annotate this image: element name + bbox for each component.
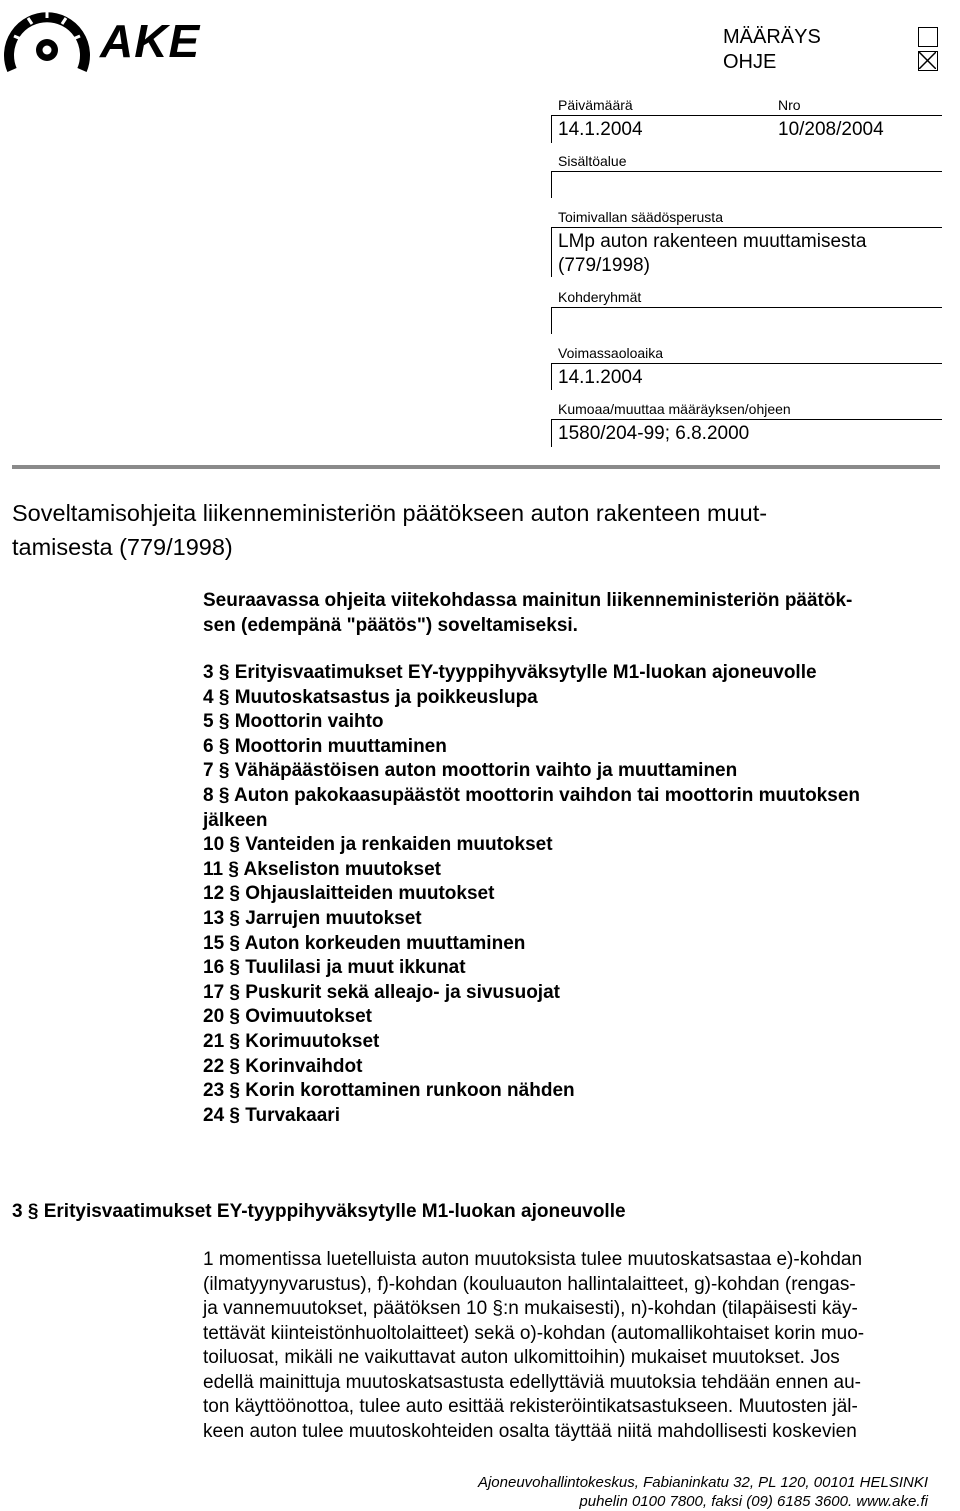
section-symbol: §	[229, 957, 240, 979]
document-title-line1: Soveltamisohjeita liikenneministeriön päätökseen auton rakenteen muut-	[12, 500, 768, 526]
section-title: Moottorin muuttaminen	[234, 735, 447, 757]
content-field-border	[551, 171, 942, 172]
section-number: 22	[203, 1055, 225, 1077]
section-number: 5	[203, 711, 214, 733]
section-title: Korinvaihdot	[245, 1055, 363, 1077]
logo-wordmark: AKE	[100, 15, 201, 67]
section-list-item	[203, 932, 943, 957]
section-number: 21	[203, 1030, 225, 1052]
section-title: Vanteiden ja renkaiden muutokset	[245, 834, 553, 856]
validity-label: Voimassaoloaika	[558, 345, 664, 361]
section-list-item	[203, 710, 943, 735]
header-divider	[12, 465, 940, 469]
section-symbol: §	[229, 1006, 240, 1028]
section-list-item	[203, 686, 943, 711]
section-3-title: Erityisvaatimukset EY-tyyppihyväksytylle M1-luokan ajoneuvolle	[43, 1201, 626, 1222]
check-cross-icon	[919, 52, 936, 69]
footer-address: Ajoneuvohallintokeskus, Fabianinkatu 32, PL 120, 00101 HELSINKI	[477, 1474, 928, 1491]
section-list-item	[203, 1005, 943, 1030]
section-number: 7	[203, 760, 214, 782]
body-line: keen auton tulee muutoskohteiden osalta täyttää niitä mahdollisesti koskevien	[203, 1420, 857, 1442]
legal-basis-field-border	[551, 227, 942, 228]
section-title: Puskurit sekä alleajo- ja sivusuojat	[245, 981, 560, 1003]
doctype-option-ohje: OHJE	[723, 51, 777, 73]
validity-field-border	[551, 363, 942, 364]
intro-line2: sen (edempänä "päätös") soveltamiseksi.	[203, 615, 578, 636]
section-number: 4	[203, 686, 214, 708]
date-field-border	[551, 115, 942, 116]
section-title: Vähäpäästöisen auton moottorin vaihto ja muuttaminen	[234, 760, 738, 782]
section-title: Auton pakokaasupäästöt moottorin vaihdon tai moottorin muutoksen	[234, 784, 860, 806]
section-symbol: §	[218, 686, 230, 708]
section-number: 8	[203, 784, 214, 806]
section-title: Jarrujen muutokset	[245, 907, 422, 929]
section-title: Erityisvaatimukset EY-tyyppihyväksytylle M1-luokan ajoneuvolle	[234, 662, 817, 683]
section-symbol: §	[229, 1030, 240, 1052]
section-symbol: §	[229, 883, 240, 905]
section-title: Muutoskatsastus ja poikkeuslupa	[234, 686, 538, 708]
target-groups-field-border-left	[551, 307, 552, 334]
ohje-checkbox[interactable]	[918, 51, 938, 71]
section-3-number: 3	[12, 1201, 23, 1222]
repeals-field-border-left	[551, 419, 552, 447]
section-title: Korimuutokset	[245, 1030, 380, 1052]
maarays-checkbox[interactable]	[918, 27, 938, 47]
section-title: Turvakaari	[245, 1104, 340, 1126]
document-title-line2: tamisesta (779/1998)	[12, 534, 233, 560]
section-list	[203, 661, 943, 1128]
section-list-item	[203, 1079, 943, 1104]
section-symbol: §	[229, 1055, 240, 1077]
section-title: Tuulilasi ja muut ikkunat	[245, 957, 466, 979]
date-value: 14.1.2004	[558, 119, 643, 140]
doctype-option-maarays: MÄÄRÄYS	[723, 26, 821, 48]
validity-field-border-left	[551, 363, 552, 390]
section-list-item	[203, 661, 943, 686]
section-title: Ovimuutokset	[245, 1006, 372, 1028]
legal-basis-label: Toimivallan säädösperusta	[558, 209, 723, 225]
content-area-label: Sisältöalue	[558, 153, 627, 169]
section-list-item	[203, 759, 943, 784]
content-field-border-left	[551, 171, 552, 198]
section-list-item	[203, 784, 943, 809]
section-symbol: §	[218, 735, 230, 757]
section-number: 17	[203, 981, 225, 1003]
body-line: toiluosat, mikäli ne vaikuttavat auton ulkomittoihin) mukaiset muutokset. Jos	[203, 1347, 840, 1368]
body-line: 1 momentissa luetelluista auton muutoksista tulee muutoskatsastaa e)-kohdan	[203, 1249, 863, 1270]
legal-basis-value-line1: LMp auton rakenteen muuttamisesta	[558, 231, 867, 252]
repeals-value: 1580/204-99; 6.8.2000	[558, 423, 750, 444]
section-symbol: §	[229, 1080, 240, 1102]
footer-contact: puhelin 0100 7800, faksi (09) 6185 3600. www.ake.fi	[579, 1493, 928, 1510]
section-number: 15	[203, 932, 225, 954]
repeals-field-border	[551, 419, 942, 420]
section-list-item	[203, 735, 943, 760]
nro-value: 10/208/2004	[778, 119, 884, 140]
target-groups-field-border	[551, 307, 942, 308]
section-symbol: §	[229, 907, 240, 929]
section-list-item	[203, 1055, 943, 1080]
section-list-item	[203, 858, 943, 883]
section-list-item	[203, 1104, 943, 1129]
section-list-item	[203, 907, 943, 932]
body-line: edellä mainittuja muutoskatsastusta edellyttäviä muutoksia tehdään ennen au-	[203, 1371, 862, 1393]
section-symbol: §	[218, 711, 230, 733]
section-symbol: §	[218, 784, 230, 806]
section-symbol: §	[228, 858, 239, 880]
section-number: 23	[203, 1080, 225, 1102]
section-3-body	[203, 1248, 938, 1444]
legal-basis-value-line2: (779/1998)	[558, 255, 650, 276]
body-line: (ilmatyynyvarustus), f)-kohdan (kouluauton hallintalaitteet, g)-kohdan (rengas-	[203, 1273, 856, 1295]
body-line: tettävät kiinteistönhuoltolaitteet) sekä o)-kohdan (automallikohtaiset korin muo-	[203, 1322, 865, 1344]
ake-logo	[4, 4, 219, 82]
nro-label: Nro	[778, 97, 801, 113]
section-symbol: §	[229, 834, 240, 856]
section-number: 24	[203, 1104, 225, 1126]
section-number: 12	[203, 883, 225, 905]
section-list-item	[203, 981, 943, 1006]
section-title: Korin korottaminen runkoon nähden	[245, 1080, 575, 1102]
section-number: 3	[203, 662, 214, 683]
date-field-border-left	[551, 115, 552, 143]
section-number: 16	[203, 957, 225, 979]
section-number: 10	[203, 834, 225, 856]
section-list-item	[203, 833, 943, 858]
section-title-continuation: jälkeen	[203, 809, 268, 831]
section-list-item	[203, 1030, 943, 1055]
section-title: Auton korkeuden muuttaminen	[244, 932, 526, 954]
section-number: 11	[203, 858, 224, 880]
section-number: 13	[203, 907, 225, 929]
section-list-item	[203, 882, 943, 907]
section-symbol: §	[229, 1104, 240, 1126]
section-symbol: §	[27, 1201, 39, 1222]
section-number: 20	[203, 1006, 225, 1028]
legal-basis-field-border-left	[551, 227, 552, 277]
section-symbol: §	[229, 932, 240, 954]
section-number: 6	[203, 735, 214, 757]
date-label: Päivämäärä	[558, 97, 633, 113]
intro-line1: Seuraavassa ohjeita viitekohdassa mainitun liikenneministeriön päätök-	[203, 590, 853, 611]
section-title: Akseliston muutokset	[243, 858, 441, 880]
intro-paragraph	[203, 588, 933, 638]
section-symbol: §	[229, 981, 240, 1003]
body-line: ja vannemuutokset, päätöksen 10 §:n mukaisesti), n)-kohdan (tilapäisesti käy-	[203, 1298, 858, 1319]
section-3-heading	[12, 1199, 626, 1225]
section-title: Ohjauslaitteiden muutokset	[245, 883, 495, 905]
validity-value: 14.1.2004	[558, 367, 643, 388]
document-title	[12, 496, 947, 564]
speedometer-logo-icon	[4, 4, 96, 82]
repeals-label: Kumoaa/muuttaa määräyksen/ohjeen	[558, 401, 791, 417]
section-symbol: §	[218, 662, 230, 683]
section-title: Moottorin vaihto	[234, 711, 384, 733]
body-line: ton käyttöönottoa, tulee auto esittää rekisteröintikatsastukseen. Muutosten jäl-	[203, 1396, 858, 1417]
section-symbol: §	[218, 760, 230, 782]
section-list-item	[203, 956, 943, 981]
target-groups-label: Kohderyhmät	[558, 289, 642, 305]
